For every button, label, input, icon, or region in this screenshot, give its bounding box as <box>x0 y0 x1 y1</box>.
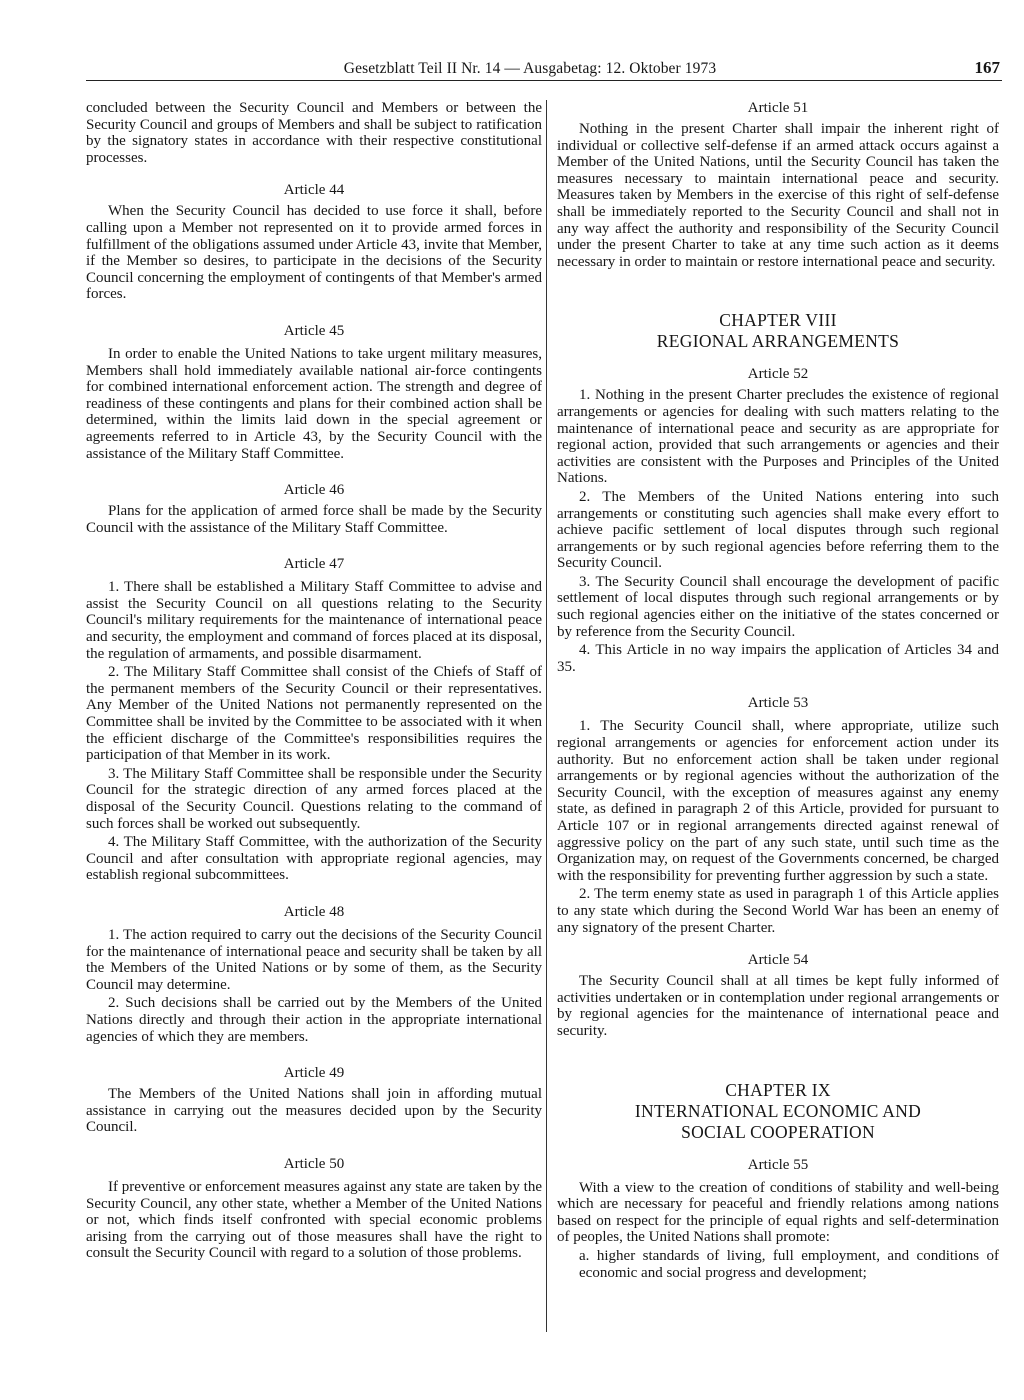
left-column <box>86 100 542 1262</box>
article-55-item-a: a. higher standards of living, full employment, and conditions of economic and social progress and development; <box>579 1247 999 1281</box>
article-55-heading: Article 55 <box>747 1156 809 1173</box>
article-55-paragraph: With a view to the creation of conditions of stability and well-being which are necessary for peaceful and friendly relations among nations based on respect for the principle of equal rights and self-determination of peoples, the United Nations shall promote: <box>557 1179 999 1246</box>
article-44-heading: Article 44 <box>283 182 345 199</box>
article-49-heading: Article 49 <box>283 1065 345 1082</box>
article-53-heading: Article 53 <box>747 695 809 712</box>
article-48-paragraph-2: 2. Such decisions shall be carried out by the Members of the United Nations directly and through their action in the appropriate international agencies of which they are members. <box>86 995 542 1045</box>
article-52-heading: Article 52 <box>747 366 809 383</box>
chapter-9-subtitle-line-2: SOCIAL COOPERATION <box>681 1121 875 1142</box>
article-47-paragraph-4: 4. The Military Staff Committee, with the authorization of the Security Council and after consultation with appropriate regional agencies, may establish regional subcommittees. <box>86 834 542 884</box>
column-divider <box>546 100 547 1332</box>
article-48-paragraph-1: 1. The action required to carry out the decisions of the Security Council for the maintenance of international peace and security shall be taken by all the Members of the United Nations or by some of them, as the Security Council may determine. <box>86 926 542 993</box>
article-54-heading: Article 54 <box>747 952 809 969</box>
article-46-paragraph: Plans for the application of armed force shall be made by the Security Council with the assistance of the Military Staff Committee. <box>86 503 542 536</box>
article-45-heading: Article 45 <box>283 322 345 339</box>
article-51-heading: Article 51 <box>747 100 809 116</box>
article-50-heading: Article 50 <box>283 1155 345 1172</box>
article-51-paragraph: Nothing in the present Charter shall impair the inherent right of individual or collective self-defense if an armed attack occurs against a Member of the United Nations, until the Security Council has taken the measures necessary to maintain international peace and security. Measures taken by Members in the exercise of this right of self-defense shall be immediately reported to the Security Council and shall not in any way affect the authority and responsibility of the Security Council under the present Charter to take at any time such action as it deems necessary in order to maintain or restore international peace and security. <box>557 121 999 270</box>
header-rule <box>86 80 1002 81</box>
article-50-paragraph: If preventive or enforcement measures against any state are taken by the Security Council, any other state, whether a Member of the United Nations or not, which finds itself confronted with special economic problems arising from the carrying out of those measures shall have the right to consult the Security Council with regard to a solution of those problems. <box>86 1178 542 1262</box>
chapter-8-title: CHAPTER VIII <box>719 310 837 331</box>
right-column <box>557 100 999 1281</box>
article-52-paragraph-4: 4. This Article in no way impairs the application of Articles 34 and 35. <box>557 642 999 675</box>
article-52-paragraph-1: 1. Nothing in the present Charter precludes the existence of regional arrangements or agencies for dealing with such matters relating to the maintenance of international peace and security as are appropriate for regional action, provided that such arrangements or agencies and their activities are consistent with the Purposes and Principles of the United Nations. <box>557 387 999 487</box>
article-47-paragraph-3: 3. The Military Staff Committee shall be responsible under the Security Council for the strategic direction of any armed forces placed at the disposal of the Security Council. Questions relating to the command of such forces shall be worked out subsequently. <box>86 765 542 832</box>
article-46-heading: Article 46 <box>283 482 345 499</box>
article-53-paragraph-2: 2. The term enemy state as used in paragraph 1 of this Article applies to any state which during the Second World War has been an enemy of any signatory of the present Charter. <box>557 886 999 936</box>
article-52-paragraph-3: 3. The Security Council shall encourage the development of pacific settlement of local disputes through such regional arrangements or by such regional agencies either on the initiative of the states concerned or by reference from the Security Council. <box>557 573 999 640</box>
chapter-8-subtitle: REGIONAL ARRANGEMENTS <box>656 331 900 352</box>
chapter-9-subtitle-line-1: INTERNATIONAL ECONOMIC AND <box>634 1100 922 1121</box>
article-52-paragraph-2: 2. The Members of the United Nations entering into such arrangements or constituting such agencies shall make every effort to achieve pacific settlement of local disputes through such regional arrangements or by such regional agencies before referring them to the Security Council. <box>557 488 999 572</box>
article-47-paragraph-2: 2. The Military Staff Committee shall consist of the Chiefs of Staff of the permanent members of the Security Council or their representatives. Any Member of the United Nations not permanently represented on the Committee shall be invited by the Committee to be associated with it when the efficient discharge of the Committee's responsibilities requires the participation of that Member in its work. <box>86 664 542 764</box>
chapter-9-title: CHAPTER IX <box>725 1079 831 1100</box>
article-47-heading: Article 47 <box>283 556 345 573</box>
header-title: Gesetzblatt Teil II Nr. 14 — Ausgabetag: 12. Oktober 1973 <box>343 60 717 77</box>
page-header <box>90 58 1000 80</box>
page-number: 167 <box>974 58 1000 77</box>
article-43-continuation: concluded between the Security Council and Members or between the Security Council and groups of Members and shall be subject to ratification by the signatory states in accordance with their respective constitutional processes. <box>86 100 542 166</box>
article-44-paragraph: When the Security Council has decided to use force it shall, before calling upon a Member not represented on it to provide armed forces in fulfillment of the obligations assumed under Article 43, invite that Member, if the Member so desires, to participate in the decisions of the Security Council concerning the employment of contingents of that Member's armed forces. <box>86 203 542 303</box>
article-47-paragraph-1: 1. There shall be established a Military Staff Committee to advise and assist the Security Council on all questions relating to the Security Council's military requirements for the maintenance of international peace and security, the employment and command of forces placed at its disposal, the regulation of armaments, and possible disarmament. <box>86 579 542 662</box>
article-48-heading: Article 48 <box>283 903 345 920</box>
article-53-paragraph-1: 1. The Security Council shall, where appropriate, utilize such regional arrangements or agencies for enforcement action under its authority. But no enforcement action shall be taken under regional arrangements or by regional agencies without the authorization of the Security Council, with the exception of measures against any enemy state, as defined in paragraph 2 of this Article, provided for pursuant to Article 107 or in regional arrangements directed against renewal of aggressive policy on the part of any such state, until such time as the Organization may, on request of the Governments concerned, be charged with the responsibility for preventing further aggression by such a state. <box>557 718 999 884</box>
article-54-paragraph: The Security Council shall at all times be kept fully informed of activities undertaken or in contemplation under regional arrangements or by regional agencies for the maintenance of international peace and security. <box>557 973 999 1039</box>
article-45-paragraph: In order to enable the United Nations to take urgent military measures, Members shall hold immediately available national air-force contingents for combined international enforcement action. The strength and degree of readiness of these contingents and plans for their combined action shall be determined, within the limits laid down in the special agreement or agreements referred to in Article 43, by the Security Council with the assistance of the Military Staff Committee. <box>86 345 542 462</box>
article-49-paragraph: The Members of the United Nations shall join in affording mutual assistance in carrying out the measures decided upon by the Security Council. <box>86 1086 542 1136</box>
